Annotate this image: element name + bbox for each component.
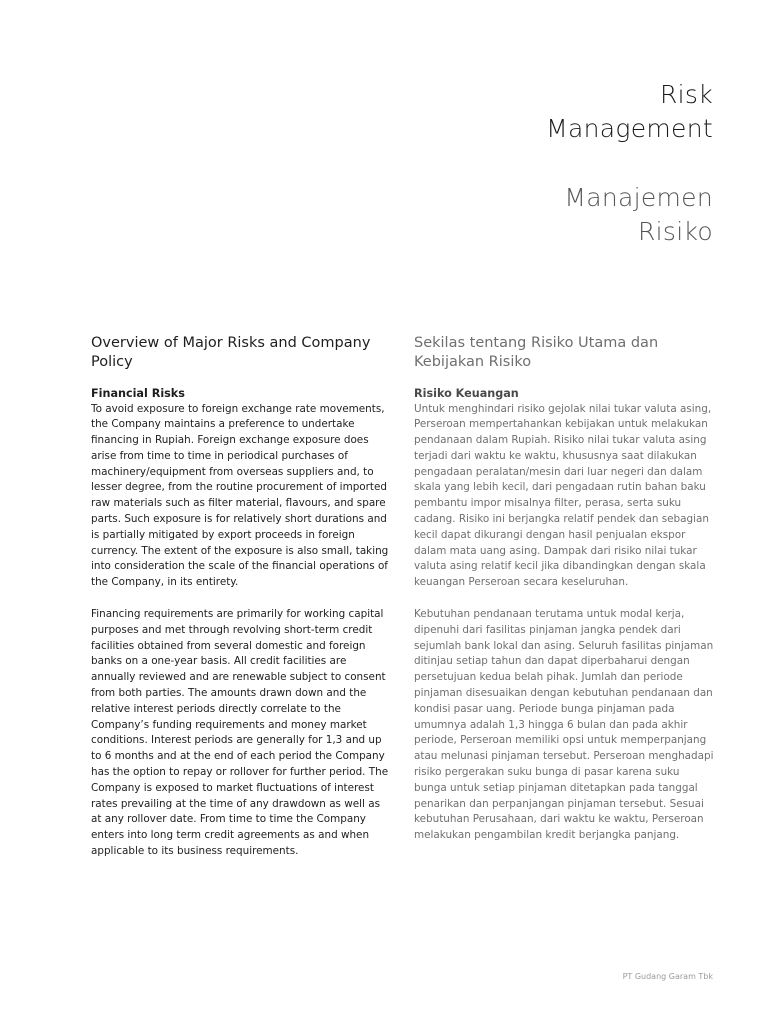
indonesian-subhead: Risiko Keuangan — [414, 387, 519, 400]
indonesian-paragraph-2: Kebutuhan pendanaan terutama untuk modal kerja, dipenuhi dari fasilitas pinjaman jangka pendek dari sejumlah bank lokal dan asing. Seluruh fasilitas pinjaman ditinjau setiap tahun dan dapat diperbaharui dengan persetujuan kedua belah pihak. Jumlah dan periode pinjaman disesuaikan dengan kebutuhan pendanaan dan kondisi pasar uang. Periode bunga pinjaman pada umumnya adalah 1,3 hingga 6 bulan dan pada akhir periode, Perseroan memiliki opsi untuk memperpanjang atau melunasi pinjaman tersebut. Perseroan menghadapi risiko pergerakan suku bunga di pasar karena suku bunga untuk setiap pinjaman ditetapkan pada tanggal penarikan dan perpanjangan pinjaman tersebut. Sesuai kebutuhan Perusahaan, dari waktu ke waktu, Perseroan melakukan pengambilan kredit berjangka panjang. — [414, 608, 714, 842]
english-paragraph-2: Financing requirements are primarily for working capital purposes and met through revolving short-term credit facilities obtained from several domestic and foreign banks on a one-year basis. All credit facilities are annually reviewed and are renewable subject to consent from both parties. The amounts drawn down and the relative interest periods directly correlate to the Company’s funding requirements and money market conditions. Interest periods are generally for 1,3 and up to 6 months and at the end of each period the Company has the option to repay or rollover for further period. The Company is exposed to market fluctuations of interest rates prevailing at the time of any drawdown as well as at any rollover date. From time to time the Company enters into long term credit agreements as and when applicable to its business requirements. — [91, 608, 389, 858]
indonesian-paragraph-1: Untuk menghindari risiko gejolak nilai tukar valuta asing, Perseroan mempertahankan kebijakan untuk melakukan pendanaan dalam Rupiah. Risiko nilai tukar valuta asing terjadi dari waktu ke waktu, khususnya saat dilakukan pengadaan peralatan/mesin dari luar negeri dan dalam skala yang lebih kecil, dari pengadaan rutin bahan baku pembantu impor misalnya filter, perasa, serta suku cadang. Risiko ini berjangka relatif pendek dan sebagian kecil dapat dikurangi dengan hasil penjualan ekspor dalam mata uang asing. Dampak dari risiko nilai tukar valuta asing relatif kecil jika dibandingkan dengan skala keuangan Perseroan secara keseluruhan. — [414, 402, 712, 589]
footer-company-name: PT Gudang Garam Tbk — [622, 972, 713, 981]
title-english-line1: Risk — [659, 80, 713, 109]
english-subhead: Financial Risks — [91, 387, 185, 400]
title-english — [546, 78, 713, 146]
title-indonesian-line1: Manajemen — [564, 183, 713, 212]
title-indonesian-line2: Risiko — [638, 217, 713, 246]
indonesian-section-title: Sekilas tentang Risiko Utama dan Kebijakan Risiko — [414, 335, 659, 370]
english-paragraph-1: To avoid exposure to foreign exchange rate movements, the Company maintains a preference to undertake financing in Rupiah. Foreign exchange exposure does arise from time to time in periodical purchases of machinery/equipment from overseas suppliers and, to lesser degree, from the routine procurement of imported raw materials such as filter material, flavours, and spare parts. Such exposure is for relatively short durations and is partially mitigated by export proceeds in foreign currency. The extent of the exposure is also small, taking into consideration the scale of the financial operations of the Company, in its entirety. — [91, 402, 389, 589]
title-english-line2: Management — [546, 114, 713, 143]
title-indonesian — [546, 181, 713, 249]
page-title — [546, 78, 713, 249]
english-section-title: Overview of Major Risks and Company Policy — [91, 335, 371, 370]
english-column — [91, 334, 391, 860]
indonesian-column — [414, 334, 714, 844]
